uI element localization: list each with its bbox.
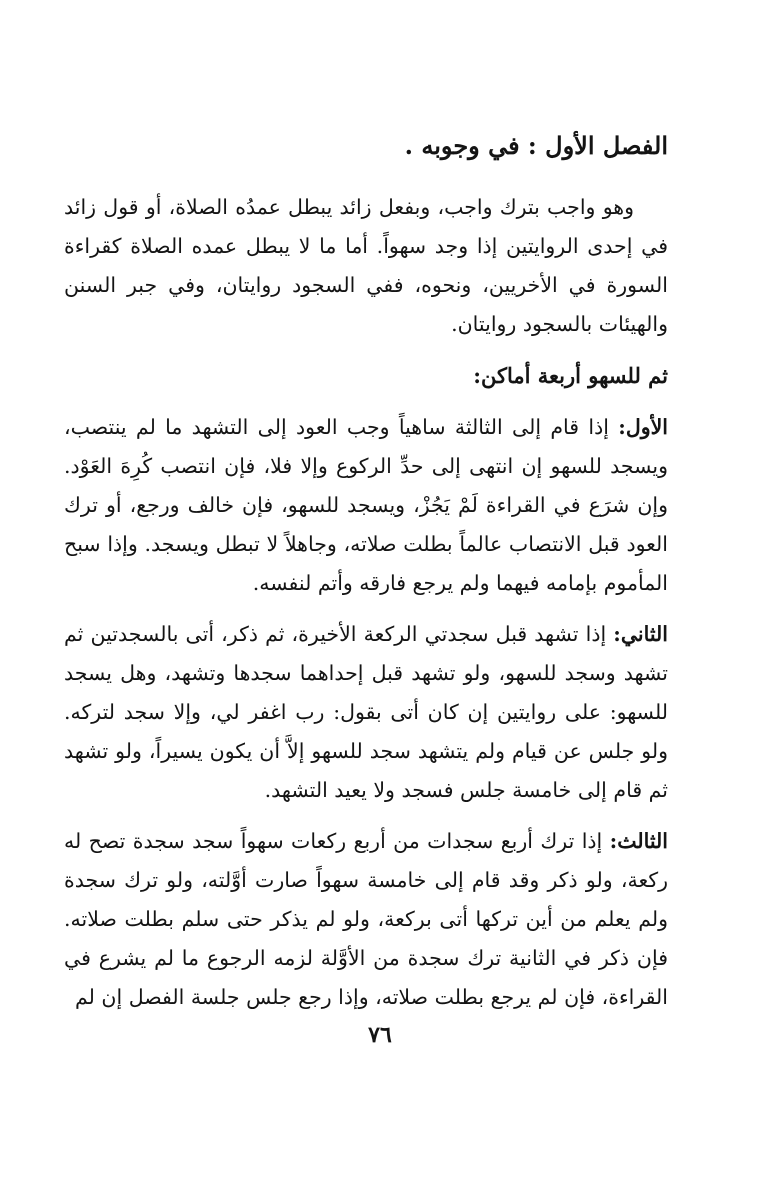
subheading-four-places: ثم للسهو أربعة أماكن: [473,363,668,388]
third-place-text: إذا ترك أربع سجدات من أربع ركعات سهواً سجد سجدة تصح له ركعة، ولو ذكر وقد قام إلى خامسة سهواً صارت أوَّلته، ولو ترك سجدة ولم يعلم من أين تركها أتى بركعة، ولو لم يذكر حتى سلم بطلت صلاته. فإن ذكر في الثانية ترك سجدة من الأوَّلة لزمه الرجوع ما لم يشرع في القراءة، فإن لم يرجع بطلت صلاته، وإذا رجع جلس جلسة الفصل إن لم [64,829,668,1009]
paragraph-first-place [64,408,668,603]
page-number: ٧٦ [368,1022,392,1048]
first-place-label: الأول: [618,415,668,439]
paragraph-obligation: وهو واجب بترك واجب، وبفعل زائد يبطل عمدُه الصلاة، أو قول زائد في إحدى الروايتين إذا وجد سهواً. أما ما لا يبطل عمده الصلاة كقراءة السورة في الأخريين، ونحوه، ففي السجود روايتان، وفي جبر السنن والهيئات بالسجود روايتان. [64,195,668,336]
third-place-label: الثالث: [609,829,668,853]
second-place-text: إذا تشهد قبل سجدتي الركعة الأخيرة، ثم ذكر، أتى بالسجدتين ثم تشهد وسجد للسهو، ولو تشهد قبل إحداهما سجدها وتشهد، وهل يسجد للسهو: على روايتين إن كان أتى بقول: رب اغفر لي، وإلا سجد لتركه. ولو جلس عن قيام ولم يتشهد سجد للسهو إلاَّ أن يكون يسيراً، ولو تشهد ثم قام إلى خامسة جلس فسجد ولا يعيد التشهد. [64,622,668,802]
paragraph-second-place [64,615,668,810]
page-body [64,112,668,1029]
chapter-heading: الفصل الأول : في وجوبه . [404,131,668,160]
first-place-text: إذا قام إلى الثالثة ساهياً وجب العود إلى التشهد ما لم ينتصب، ويسجد للسهو إن انتهى إلى حدِّ الركوع وإلا فلا، فإن انتصب كُرِهَ العَوْد. وإن شرَع في القراءة لَمْ يَجُزْ، ويسجد للسهو، فإن خالف ورجع، أو ترك العود قبل الانتصاب عالماً بطلت صلاته، وجاهلاً لا تبطل ويسجد. وإذا سبح المأموم بإمامه فيهما ولم يرجع فارقه وأتم لنفسه. [64,415,668,595]
second-place-label: الثاني: [613,622,668,646]
paragraph-third-place [64,822,668,1017]
